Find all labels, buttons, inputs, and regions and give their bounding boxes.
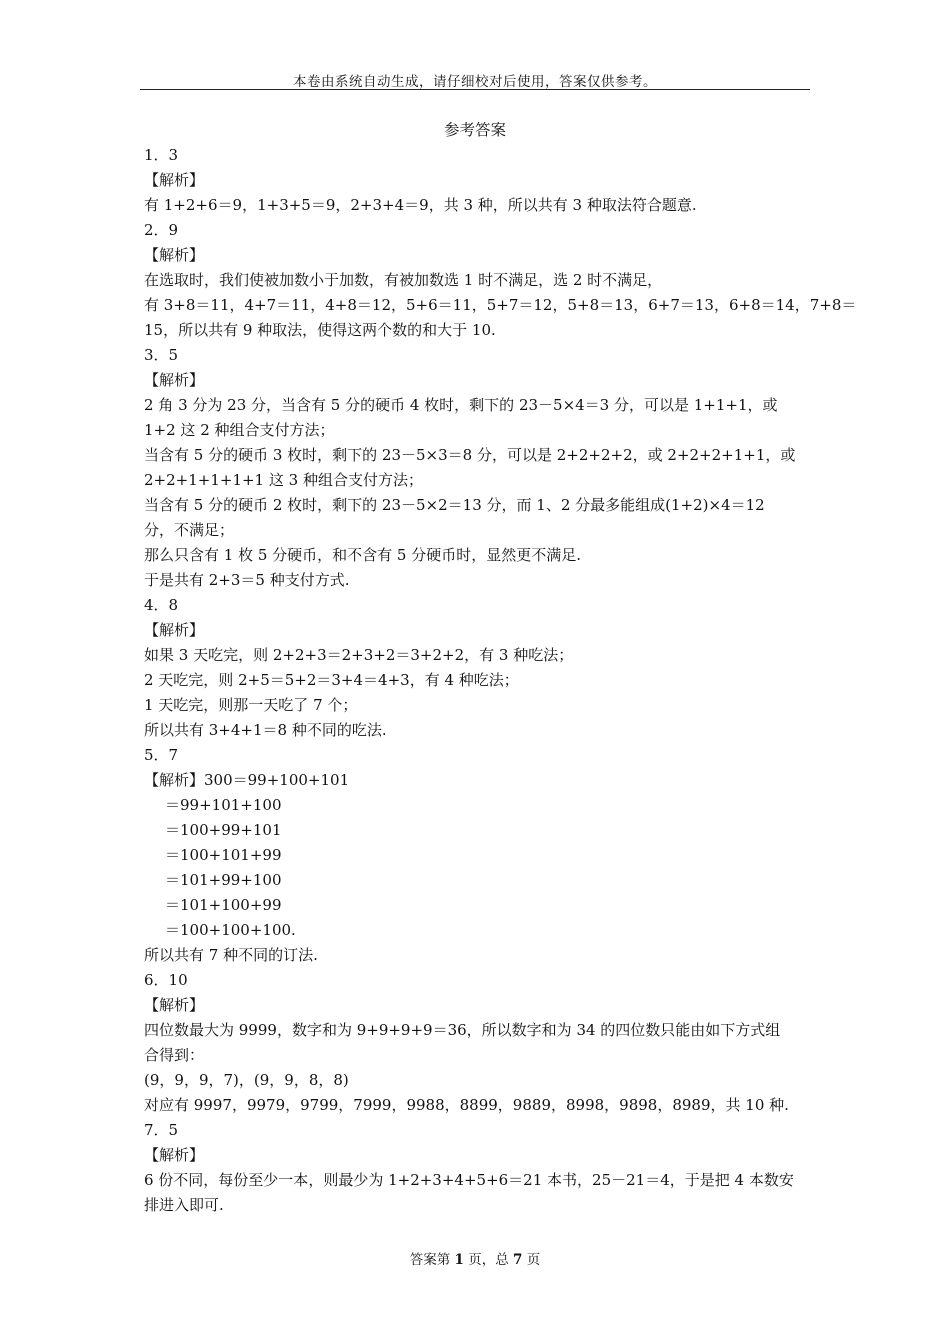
footer-suffix: 页	[526, 1252, 541, 1268]
answer-6-text: (9，9，9，7)，(9，9，8，8)	[144, 1071, 349, 1089]
footer-prefix: 答案第	[409, 1252, 451, 1268]
answer-3-text: 当含有 5 分的硬币 3 枚时，剩下的 23－5×3＝8 分，可以是 2+2+2+2，或 2+2+2+1+1，或	[144, 446, 796, 464]
page-title: 参考答案	[443, 121, 506, 139]
answer-3-text: 分，不满足；	[144, 521, 235, 539]
answer-1-number: 1．3	[144, 146, 179, 164]
answer-6-text: 对应有 9997，9979，9799，7999，9988，8899，9889，8998，9898，8989，共 10 种.	[144, 1096, 789, 1114]
footer-middle: 页，总	[468, 1252, 509, 1268]
answer-5-equation: ＝99+101+100	[165, 796, 282, 814]
answer-4-text: 所以共有 3+4+1＝8 种不同的吃法.	[144, 721, 387, 739]
answer-3-text: 当含有 5 分的硬币 2 枚时，剩下的 23－5×2＝13 分，而 1、2 分最多能组成(1+2)×4＝12	[144, 496, 765, 514]
analysis-label: 【解析】	[144, 1146, 205, 1164]
answer-3-text: 1+2 这 2 种组合支付方法；	[144, 421, 335, 439]
answer-5-equation: ＝100+100+100.	[165, 921, 296, 939]
answer-2-text: 15，所以共有 9 种取法，使得这两个数的和大于 10.	[144, 321, 496, 339]
answer-2-number: 2．9	[144, 221, 179, 239]
answer-6-number: 6．10	[144, 971, 188, 989]
answer-6-text: 合得到：	[144, 1046, 205, 1064]
answer-4-text: 如果 3 天吃完，则 2+2+3＝2+3+2＝3+2+2，有 3 种吃法；	[144, 646, 574, 664]
answer-5-equation: ＝100+99+101	[165, 821, 282, 839]
header-divider	[140, 89, 810, 90]
answer-7-text: 6 份不同，每份至少一本，则最少为 1+2+3+4+5+6＝21 本书，25－21＝4，于是把 4 本数安	[144, 1171, 794, 1189]
answer-4-text: 1 天吃完，则那一天吃了 7 个；	[144, 696, 358, 714]
header-note: 本卷由系统自动生成，请仔细校对后使用，答案仅供参考。	[293, 74, 657, 90]
answer-5-text: 【解析】300＝99+100+101	[144, 771, 350, 789]
analysis-label: 【解析】	[144, 246, 205, 264]
analysis-label: 【解析】	[144, 371, 205, 389]
answer-5-equation: ＝100+101+99	[165, 846, 282, 864]
answer-7-text: 排进入即可.	[144, 1196, 224, 1214]
answer-5-text: 所以共有 7 种不同的订法.	[144, 946, 318, 964]
answer-6-text: 四位数最大为 9999，数字和为 9+9+9+9＝36，所以数字和为 34 的四位数只能由如下方式组	[144, 1021, 781, 1039]
answer-3-text: 2+2+1+1+1+1 这 3 种组合支付方法；	[144, 471, 423, 489]
analysis-label: 【解析】	[144, 621, 205, 639]
answer-5-equation: ＝101+100+99	[165, 896, 282, 914]
answer-3-number: 3．5	[144, 346, 179, 364]
answer-3-text: 于是共有 2+3＝5 种支付方式.	[144, 571, 350, 589]
answer-4-number: 4．8	[144, 596, 179, 614]
answer-3-text: 2 角 3 分为 23 分，当含有 5 分的硬币 4 枚时，剩下的 23－5×4＝3 分，可以是 1+1+1，或	[144, 396, 778, 414]
answer-5-equation: ＝101+99+100	[165, 871, 282, 889]
footer-total-pages: 7	[513, 1252, 523, 1268]
answer-2-text: 有 3+8＝11，4+7＝11，4+8＝12，5+6＝11，5+7＝12，5+8＝13，6+7＝13，6+8＝14，7+8＝	[144, 296, 857, 314]
answer-2-text: 在选取时，我们使被加数小于加数，有被加数选 1 时不满足，选 2 时不满足，	[144, 271, 663, 289]
footer-page-number: 1	[454, 1252, 464, 1268]
analysis-label: 【解析】	[144, 996, 205, 1014]
answer-5-number: 5．7	[144, 746, 179, 764]
page-footer	[140, 1248, 810, 1268]
answer-body	[144, 143, 857, 1218]
analysis-label: 【解析】	[144, 171, 205, 189]
answer-3-text: 那么只含有 1 枚 5 分硬币，和不含有 5 分硬币时，显然更不满足.	[144, 546, 582, 564]
answer-7-number: 7．5	[144, 1121, 179, 1139]
answer-4-text: 2 天吃完，则 2+5＝5+2＝3+4＝4+3，有 4 种吃法；	[144, 671, 519, 689]
answer-1-text: 有 1+2+6＝9，1+3+5＝9，2+3+4＝9，共 3 种，所以共有 3 种取法符合题意.	[144, 196, 697, 214]
